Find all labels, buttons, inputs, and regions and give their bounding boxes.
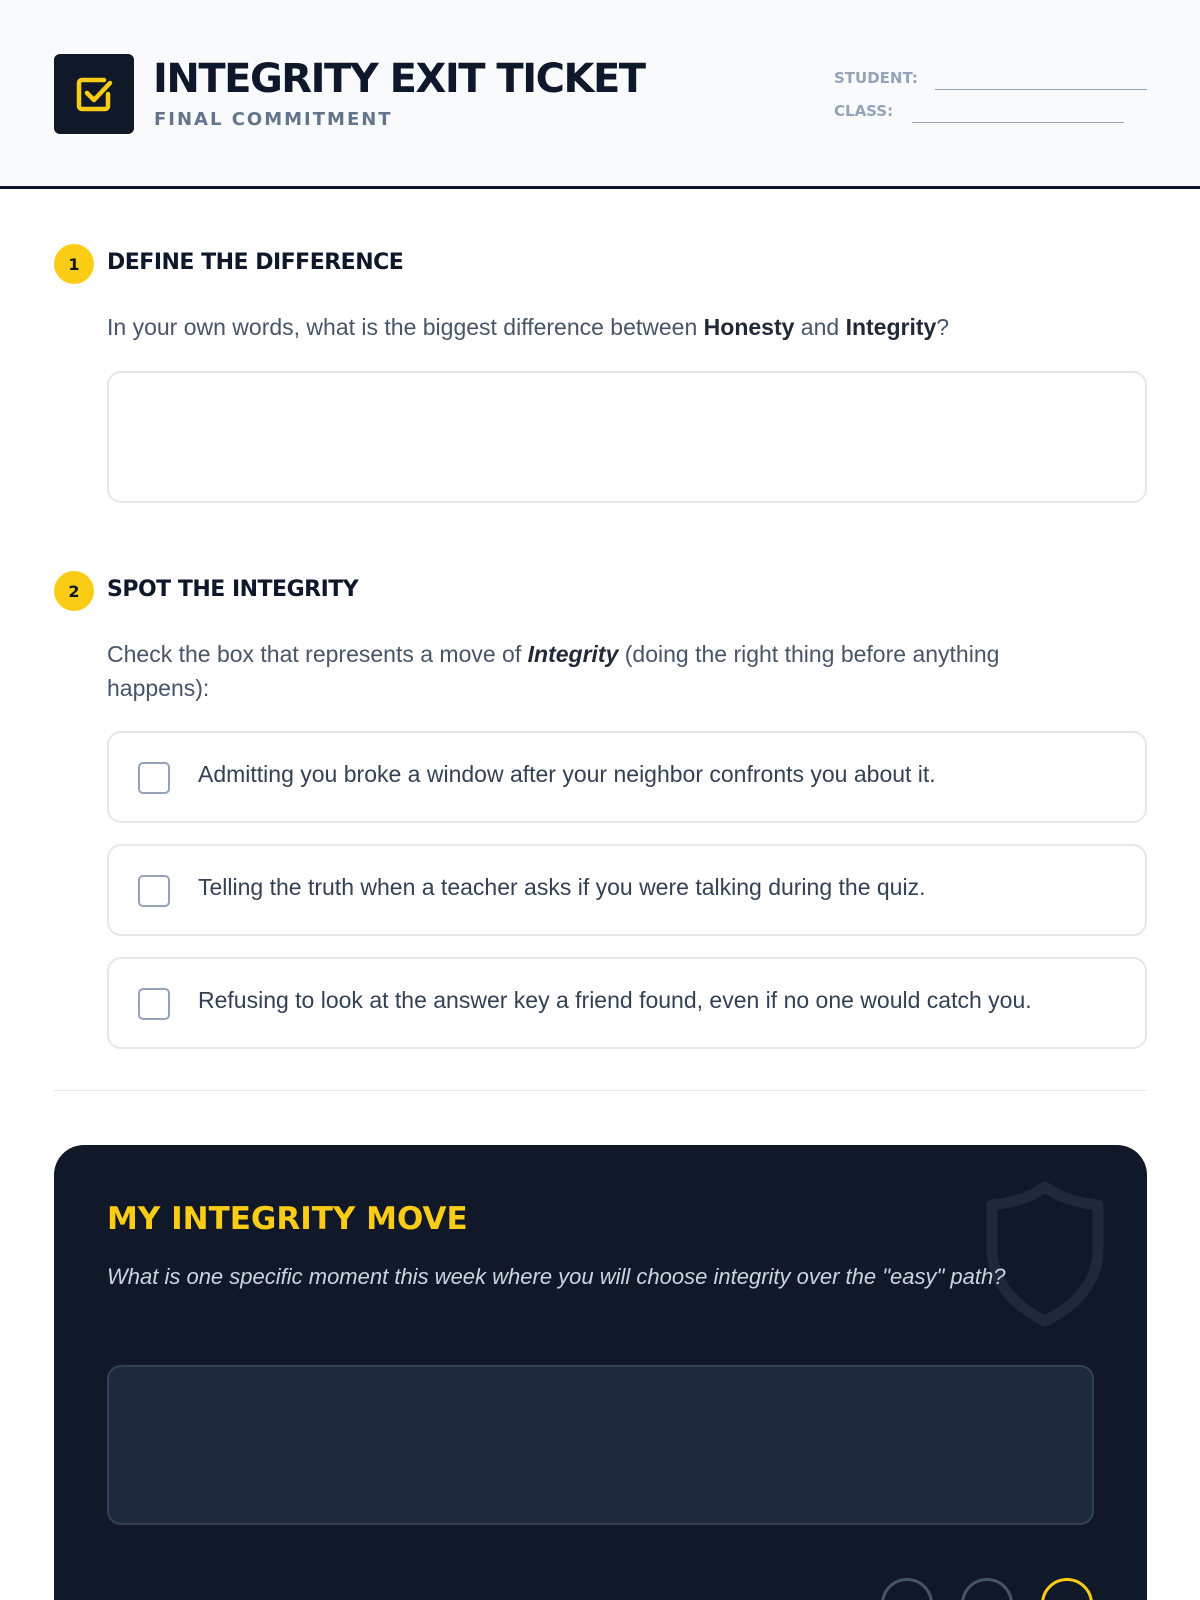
- card-prompt: What is one specific moment this week where you will choose integrity over the "easy" path?: [107, 1264, 1006, 1289]
- integrity-move-card: [54, 1145, 1147, 1600]
- rating-option[interactable]: [961, 1578, 1013, 1600]
- option-label: Telling the truth when a teacher asks if you were talking during the quiz.: [198, 874, 926, 900]
- shield-icon: [980, 1175, 1110, 1335]
- option-checkbox[interactable]: [138, 762, 170, 794]
- section-prompt: In your own words, what is the biggest difference between Honesty and Integrity?: [107, 314, 950, 340]
- integrity-option[interactable]: [107, 844, 1147, 936]
- rating-option-selected[interactable]: [1041, 1578, 1093, 1600]
- rating-option[interactable]: [881, 1578, 933, 1600]
- term-integrity: Integrity: [527, 641, 619, 667]
- term-integrity: Integrity: [845, 314, 937, 340]
- card-title: MY INTEGRITY MOVE: [107, 1201, 468, 1237]
- logo: [54, 54, 134, 134]
- integrity-option[interactable]: [107, 957, 1147, 1049]
- student-label: STUDENT:: [834, 69, 918, 87]
- page-subtitle: FINAL COMMITMENT: [154, 109, 393, 130]
- section-title: SPOT THE INTEGRITY: [107, 577, 359, 602]
- section-number-badge: 1: [54, 244, 94, 284]
- difference-answer-field[interactable]: [107, 371, 1147, 503]
- class-label: CLASS:: [834, 102, 894, 120]
- option-label: Refusing to look at the answer key a friend found, even if no one would catch you.: [198, 987, 1032, 1013]
- checkbox-check-icon: [70, 70, 118, 118]
- section-divider: [54, 1090, 1147, 1091]
- class-name-line[interactable]: [912, 122, 1124, 123]
- section-number-badge: 2: [54, 571, 94, 611]
- page-title: INTEGRITY EXIT TICKET: [153, 56, 645, 102]
- integrity-option[interactable]: [107, 731, 1147, 823]
- option-label: Admitting you broke a window after your neighbor confronts you about it.: [198, 761, 936, 787]
- option-checkbox[interactable]: [138, 875, 170, 907]
- section-title: DEFINE THE DIFFERENCE: [107, 250, 404, 275]
- section-prompt: Check the box that represents a move of Integrity (doing the right thing before anything happens):: [107, 641, 1000, 701]
- page-header: [0, 0, 1200, 189]
- student-name-line[interactable]: [935, 89, 1147, 90]
- option-checkbox[interactable]: [138, 988, 170, 1020]
- term-honesty: Honesty: [703, 314, 795, 340]
- integrity-move-answer-field[interactable]: [107, 1365, 1094, 1525]
